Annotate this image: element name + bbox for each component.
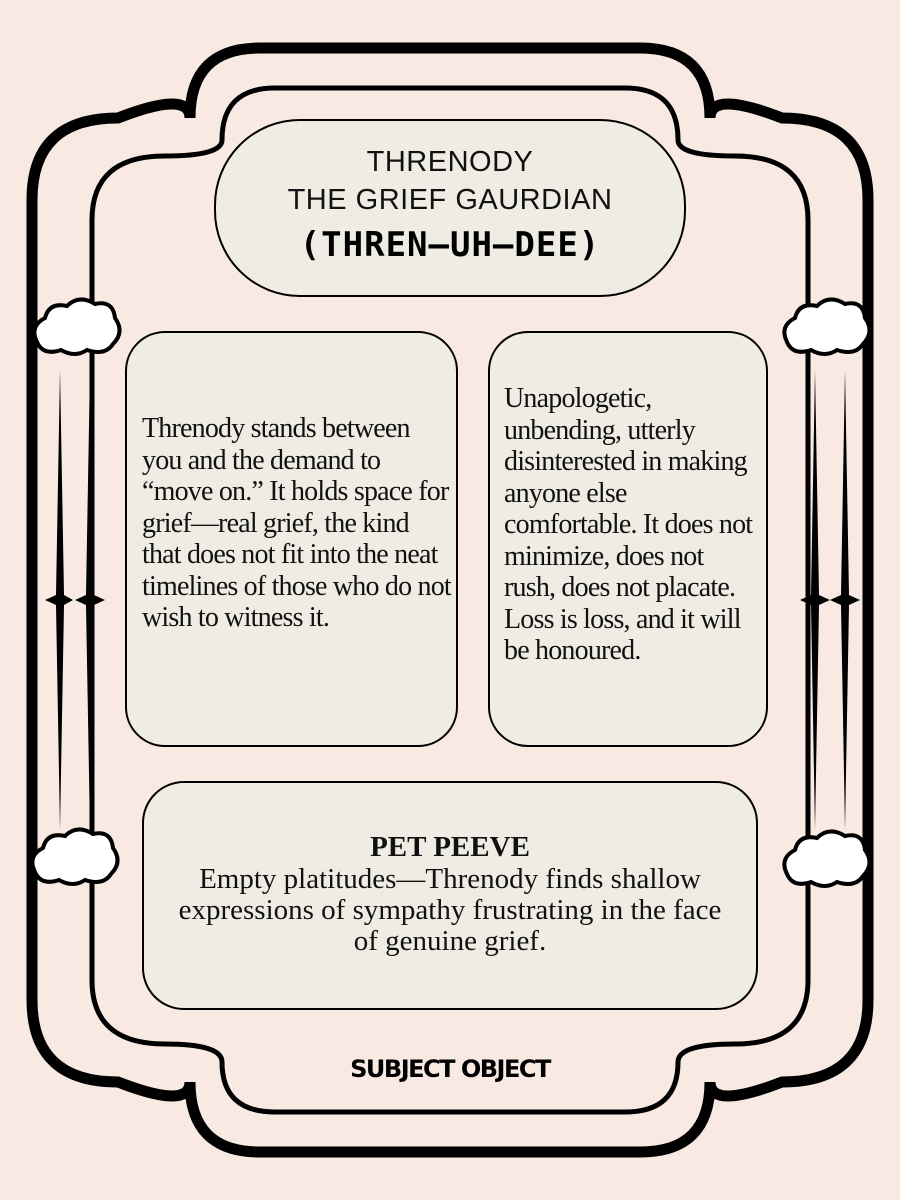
description-card-right (488, 331, 768, 747)
cloud-icon (34, 299, 119, 354)
description-card-left (125, 331, 458, 747)
cloud-icon (784, 299, 869, 354)
description-text: Threnody stands between you and the demand to “move on.” It holds space for grief—real grief, the kind that does not fit into the neat timelines of those who do not wish to witness it. (142, 413, 451, 633)
pet-peeve-card (142, 781, 758, 1010)
character-name: THRENODY (366, 146, 534, 178)
title-panel (214, 119, 686, 297)
brand-logo: SUBJECT OBJECT (350, 1055, 550, 1083)
cloud-icon (32, 829, 117, 884)
pronunciation: (THREN—UH—DEE) (299, 225, 601, 265)
left-spindle-ornament (45, 370, 105, 830)
personality-text: Unapologetic, unbending, utterly disinterested in making anyone else comfortable. It does not minimize, does not rush, does not placate. Loss is loss, and it will be honoured. (504, 383, 753, 666)
character-subtitle: THE GRIEF GAURDIAN (287, 184, 613, 216)
cloud-icon (784, 831, 869, 886)
pet-peeve-text: Empty platitudes—Threnody finds shallow expressions of sympathy frustrating in the face of genuine grief. (178, 863, 722, 957)
pet-peeve-heading: PET PEEVE (370, 831, 530, 863)
